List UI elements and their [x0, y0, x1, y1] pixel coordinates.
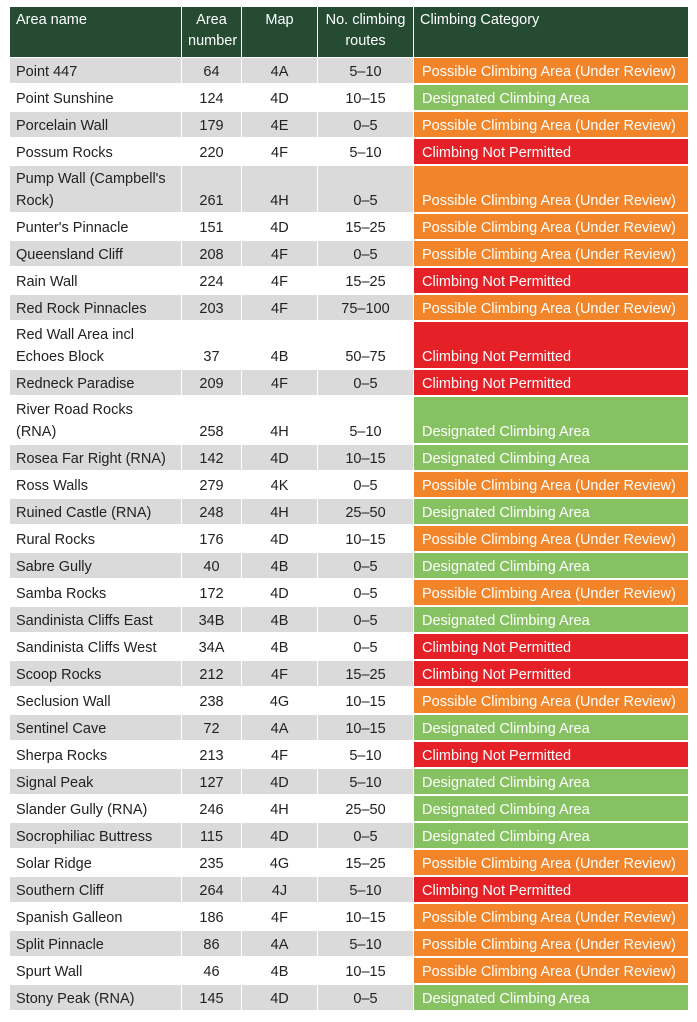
cell-routes: 15–25 [318, 850, 414, 877]
cell-area-name: Southern Cliff [10, 877, 182, 904]
cell-area-number: 203 [182, 295, 242, 322]
cell-area-name: Sentinel Cave [10, 715, 182, 742]
cell-routes: 0–5 [318, 166, 414, 214]
cell-area-name: Point 447 [10, 58, 182, 85]
cell-routes: 15–25 [318, 268, 414, 295]
table-row [10, 553, 688, 580]
cell-map: 4K [242, 472, 318, 499]
table-row [10, 634, 688, 661]
table-row [10, 85, 688, 112]
climbing-areas-table [10, 7, 688, 1012]
table-row [10, 445, 688, 472]
cell-routes: 5–10 [318, 742, 414, 769]
cell-category: Climbing Not Permitted [414, 742, 688, 769]
cell-routes: 0–5 [318, 370, 414, 397]
cell-map: 4G [242, 850, 318, 877]
cell-area-number: 176 [182, 526, 242, 553]
header-area-number: Area number [182, 7, 242, 58]
cell-map: 4G [242, 688, 318, 715]
cell-map: 4F [242, 268, 318, 295]
cell-map: 4B [242, 634, 318, 661]
cell-map: 4H [242, 796, 318, 823]
table-row [10, 715, 688, 742]
table-row [10, 112, 688, 139]
cell-category: Possible Climbing Area (Under Review) [414, 472, 688, 499]
cell-area-number: 208 [182, 241, 242, 268]
cell-map: 4D [242, 580, 318, 607]
cell-category: Designated Climbing Area [414, 823, 688, 850]
cell-area-name: Pump Wall (Campbell's Rock) [10, 166, 182, 214]
cell-area-number: 258 [182, 397, 242, 445]
cell-map: 4E [242, 112, 318, 139]
cell-map: 4B [242, 322, 318, 370]
table-row [10, 499, 688, 526]
cell-map: 4A [242, 931, 318, 958]
cell-area-number: 64 [182, 58, 242, 85]
cell-category: Possible Climbing Area (Under Review) [414, 904, 688, 931]
table-row [10, 877, 688, 904]
cell-area-name: Porcelain Wall [10, 112, 182, 139]
cell-routes: 0–5 [318, 607, 414, 634]
cell-map: 4F [242, 661, 318, 688]
cell-area-number: 145 [182, 985, 242, 1012]
table-row [10, 931, 688, 958]
cell-map: 4D [242, 445, 318, 472]
table-row [10, 139, 688, 166]
cell-area-number: 72 [182, 715, 242, 742]
cell-map: 4H [242, 166, 318, 214]
cell-category: Climbing Not Permitted [414, 877, 688, 904]
cell-map: 4F [242, 139, 318, 166]
cell-area-number: 235 [182, 850, 242, 877]
cell-area-number: 212 [182, 661, 242, 688]
table-row [10, 370, 688, 397]
cell-area-name: Stony Peak (RNA) [10, 985, 182, 1012]
cell-area-number: 172 [182, 580, 242, 607]
cell-category: Possible Climbing Area (Under Review) [414, 58, 688, 85]
cell-area-name: Spurt Wall [10, 958, 182, 985]
cell-map: 4A [242, 58, 318, 85]
cell-area-number: 86 [182, 931, 242, 958]
table-row [10, 214, 688, 241]
cell-map: 4A [242, 715, 318, 742]
cell-routes: 25–50 [318, 499, 414, 526]
cell-routes: 0–5 [318, 634, 414, 661]
cell-map: 4F [242, 241, 318, 268]
cell-area-number: 34B [182, 607, 242, 634]
cell-area-name: Ross Walls [10, 472, 182, 499]
cell-area-number: 248 [182, 499, 242, 526]
table-row [10, 661, 688, 688]
table-row [10, 958, 688, 985]
cell-area-number: 279 [182, 472, 242, 499]
table-row [10, 268, 688, 295]
table-row [10, 688, 688, 715]
cell-area-number: 179 [182, 112, 242, 139]
cell-area-number: 151 [182, 214, 242, 241]
cell-area-number: 34A [182, 634, 242, 661]
cell-area-name: Sabre Gully [10, 553, 182, 580]
cell-area-name: Sandinista Cliffs West [10, 634, 182, 661]
cell-routes: 10–15 [318, 958, 414, 985]
cell-routes: 10–15 [318, 526, 414, 553]
cell-area-name: Seclusion Wall [10, 688, 182, 715]
cell-category: Climbing Not Permitted [414, 268, 688, 295]
cell-category: Designated Climbing Area [414, 85, 688, 112]
cell-area-name: Queensland Cliff [10, 241, 182, 268]
cell-routes: 25–50 [318, 796, 414, 823]
cell-category: Possible Climbing Area (Under Review) [414, 166, 688, 214]
cell-routes: 5–10 [318, 58, 414, 85]
cell-area-number: 246 [182, 796, 242, 823]
cell-area-name: Scoop Rocks [10, 661, 182, 688]
cell-area-name: Red Wall Area incl Echoes Block [10, 322, 182, 370]
cell-routes: 0–5 [318, 553, 414, 580]
header-row [10, 7, 688, 58]
cell-map: 4H [242, 397, 318, 445]
table-row [10, 985, 688, 1012]
cell-map: 4D [242, 985, 318, 1012]
cell-routes: 10–15 [318, 715, 414, 742]
cell-area-name: Ruined Castle (RNA) [10, 499, 182, 526]
cell-category: Designated Climbing Area [414, 985, 688, 1012]
cell-routes: 0–5 [318, 112, 414, 139]
cell-category: Possible Climbing Area (Under Review) [414, 931, 688, 958]
cell-routes: 0–5 [318, 823, 414, 850]
table-row [10, 796, 688, 823]
cell-area-name: Possum Rocks [10, 139, 182, 166]
table-row [10, 166, 688, 214]
cell-area-number: 124 [182, 85, 242, 112]
cell-area-name: Rain Wall [10, 268, 182, 295]
cell-area-name: Redneck Paradise [10, 370, 182, 397]
cell-map: 4D [242, 526, 318, 553]
cell-map: 4F [242, 904, 318, 931]
cell-area-name: Samba Rocks [10, 580, 182, 607]
cell-routes: 5–10 [318, 769, 414, 796]
cell-category: Designated Climbing Area [414, 553, 688, 580]
cell-routes: 10–15 [318, 85, 414, 112]
cell-routes: 0–5 [318, 580, 414, 607]
cell-map: 4J [242, 877, 318, 904]
cell-area-number: 220 [182, 139, 242, 166]
cell-area-name: Rural Rocks [10, 526, 182, 553]
cell-area-name: Sherpa Rocks [10, 742, 182, 769]
cell-area-name: Split Pinnacle [10, 931, 182, 958]
cell-map: 4F [242, 295, 318, 322]
table-row [10, 742, 688, 769]
cell-map: 4D [242, 214, 318, 241]
cell-routes: 10–15 [318, 904, 414, 931]
cell-routes: 5–10 [318, 877, 414, 904]
cell-routes: 5–10 [318, 397, 414, 445]
cell-area-name: Solar Ridge [10, 850, 182, 877]
cell-routes: 10–15 [318, 445, 414, 472]
table-row [10, 607, 688, 634]
cell-category: Possible Climbing Area (Under Review) [414, 526, 688, 553]
cell-routes: 15–25 [318, 214, 414, 241]
header-area-name: Area name [10, 7, 182, 58]
cell-category: Climbing Not Permitted [414, 634, 688, 661]
cell-category: Designated Climbing Area [414, 769, 688, 796]
cell-area-number: 37 [182, 322, 242, 370]
cell-map: 4D [242, 823, 318, 850]
cell-area-number: 238 [182, 688, 242, 715]
cell-map: 4B [242, 607, 318, 634]
cell-area-name: Point Sunshine [10, 85, 182, 112]
cell-routes: 75–100 [318, 295, 414, 322]
cell-area-name: Punter's Pinnacle [10, 214, 182, 241]
cell-map: 4B [242, 958, 318, 985]
header-map: Map [242, 7, 318, 58]
cell-category: Designated Climbing Area [414, 397, 688, 445]
header-category: Climbing Category [414, 7, 688, 58]
table-row [10, 526, 688, 553]
table-header [10, 7, 688, 58]
cell-map: 4B [242, 553, 318, 580]
cell-routes: 15–25 [318, 661, 414, 688]
cell-area-name: Rosea Far Right (RNA) [10, 445, 182, 472]
cell-area-name: Spanish Galleon [10, 904, 182, 931]
cell-category: Climbing Not Permitted [414, 139, 688, 166]
cell-category: Designated Climbing Area [414, 796, 688, 823]
cell-routes: 5–10 [318, 139, 414, 166]
header-routes: No. climbing routes [318, 7, 414, 58]
cell-category: Possible Climbing Area (Under Review) [414, 112, 688, 139]
cell-map: 4D [242, 85, 318, 112]
cell-area-number: 209 [182, 370, 242, 397]
cell-category: Designated Climbing Area [414, 499, 688, 526]
table-row [10, 322, 688, 370]
climbing-areas-table-container [10, 7, 688, 1012]
cell-area-number: 264 [182, 877, 242, 904]
table-row [10, 850, 688, 877]
cell-area-name: Sandinista Cliffs East [10, 607, 182, 634]
cell-map: 4F [242, 742, 318, 769]
cell-area-number: 127 [182, 769, 242, 796]
cell-category: Possible Climbing Area (Under Review) [414, 958, 688, 985]
cell-area-number: 213 [182, 742, 242, 769]
cell-area-name: Slander Gully (RNA) [10, 796, 182, 823]
cell-routes: 5–10 [318, 931, 414, 958]
cell-area-number: 46 [182, 958, 242, 985]
cell-category: Possible Climbing Area (Under Review) [414, 688, 688, 715]
table-row [10, 241, 688, 268]
cell-category: Possible Climbing Area (Under Review) [414, 214, 688, 241]
cell-routes: 10–15 [318, 688, 414, 715]
cell-routes: 0–5 [318, 472, 414, 499]
cell-category: Climbing Not Permitted [414, 661, 688, 688]
cell-map: 4H [242, 499, 318, 526]
table-row [10, 397, 688, 445]
cell-area-name: Signal Peak [10, 769, 182, 796]
cell-category: Climbing Not Permitted [414, 370, 688, 397]
cell-category: Designated Climbing Area [414, 445, 688, 472]
cell-category: Designated Climbing Area [414, 607, 688, 634]
cell-area-number: 224 [182, 268, 242, 295]
table-row [10, 295, 688, 322]
table-row [10, 580, 688, 607]
table-row [10, 823, 688, 850]
cell-area-number: 186 [182, 904, 242, 931]
table-row [10, 58, 688, 85]
table-row [10, 769, 688, 796]
cell-area-name: River Road Rocks (RNA) [10, 397, 182, 445]
cell-area-number: 40 [182, 553, 242, 580]
cell-area-name: Red Rock Pinnacles [10, 295, 182, 322]
table-body [10, 58, 688, 1012]
table-row [10, 472, 688, 499]
cell-map: 4D [242, 769, 318, 796]
cell-routes: 0–5 [318, 241, 414, 268]
cell-category: Possible Climbing Area (Under Review) [414, 241, 688, 268]
cell-category: Climbing Not Permitted [414, 322, 688, 370]
cell-routes: 50–75 [318, 322, 414, 370]
cell-category: Possible Climbing Area (Under Review) [414, 850, 688, 877]
cell-area-number: 261 [182, 166, 242, 214]
cell-area-number: 142 [182, 445, 242, 472]
cell-category: Possible Climbing Area (Under Review) [414, 295, 688, 322]
table-row [10, 904, 688, 931]
cell-map: 4F [242, 370, 318, 397]
cell-category: Possible Climbing Area (Under Review) [414, 580, 688, 607]
cell-area-number: 115 [182, 823, 242, 850]
cell-area-name: Socrophiliac Buttress [10, 823, 182, 850]
cell-category: Designated Climbing Area [414, 715, 688, 742]
cell-routes: 0–5 [318, 985, 414, 1012]
